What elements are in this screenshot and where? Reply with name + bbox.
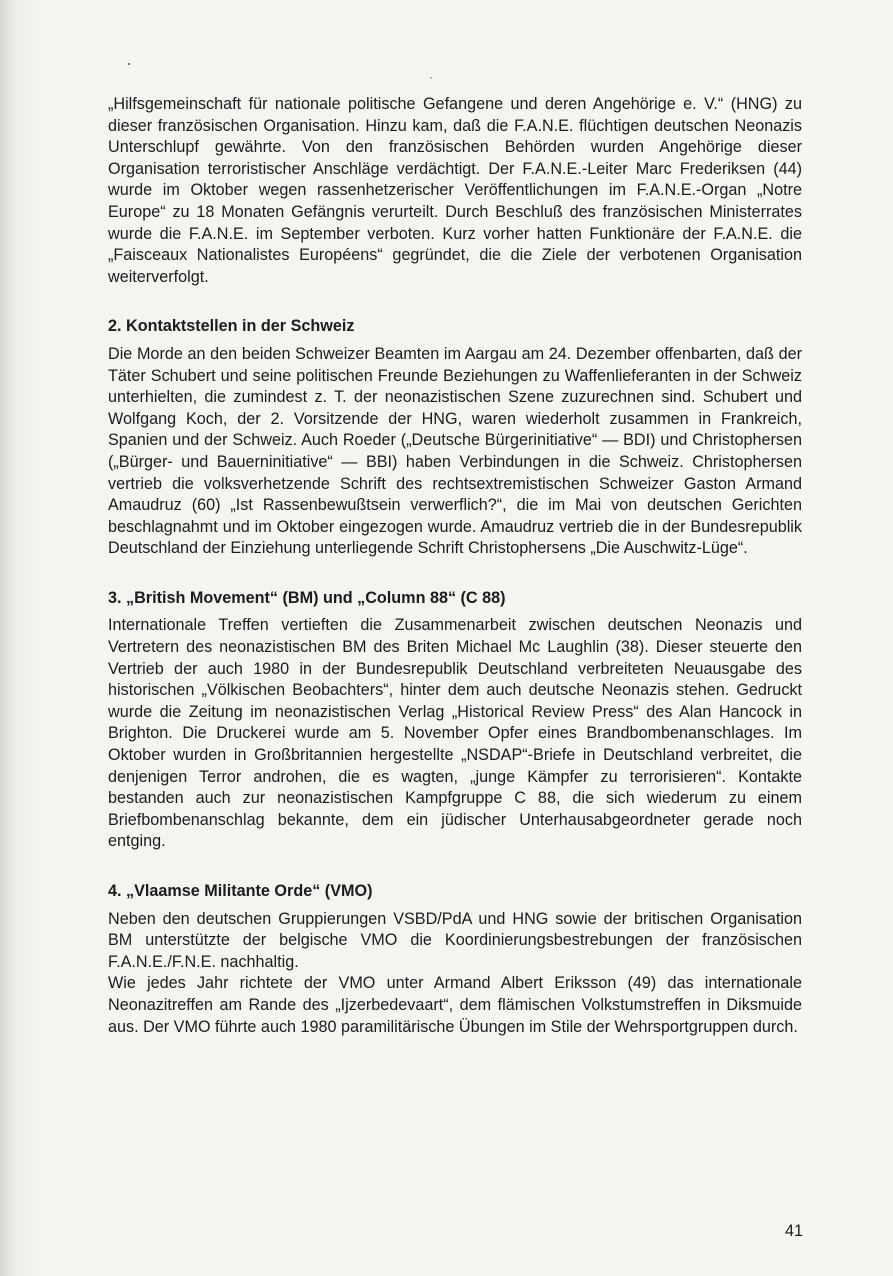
section-vmo	[108, 881, 802, 1038]
section-heading: 2. Kontaktstellen in der Schweiz	[108, 317, 355, 336]
page-number: 41	[784, 1222, 803, 1240]
page-content	[108, 94, 802, 1038]
intro-paragraph: „Hilfsgemeinschaft für nationale politische Gefangene und deren Angehörige e. V.“ (HNG) zu dieser französischen Organisation. Hinzu kam, daß die F.A.N.E. flüchtigen deutschen Neonazis Unterschlupf gewährte. Von den französischen Behörden wurden Angehörige dieser Organisation terroristischer Anschläge verdächtigt. Der F.A.N.E.-Leiter Marc Frederiksen (44) wurde im Oktober wegen rassenhetzerischer Veröffentlichungen im F.A.N.E.-Organ „Notre Europe“ zu 18 Monaten Gefängnis verurteilt. Durch Beschluß des französischen Ministerrates wurde die F.A.N.E. im September verboten. Kurz vorher hatten Funktionäre der F.A.N.E. die „Faisceaux Nationalistes Européens“ gegründet, die die Ziele der verbotenen Organisation weiterverfolgt.	[108, 95, 802, 286]
section-paragraph: Internationale Treffen vertieften die Zusammenarbeit zwischen deutschen Neonazis und Vertretern des neonazistischen BM des Briten Michael Mc Laughlin (38). Dieser steuerte den Vertrieb der auch 1980 in der Bundesrepublik Deutschland verbreiteten Neuausgabe des historischen „Völkischen Beobachters“, hinter dem auch deutsche Neonazis stehen. Gedruckt wurde die Zeitung im neonazistischen Verlag „Historical Review Press“ des Alan Hancock in Brighton. Die Druckerei wurde am 5. November Opfer eines Brandbombenanschlages. Im Oktober wurden in Großbritannien hergestellte „NSDAP“-Briefe in Deutschland verbreitet, die denjenigen Terror androhen, die es wagten, „junge Kämpfer zu terrorisieren“. Kontakte bestanden auch zur neonazistischen Kampfgruppe C 88, die sich wiederum zu einem Briefbombenanschlag bekannte, dem ein jüdischer Unterhausabgeordneter gerade noch entging.	[108, 616, 802, 851]
section-heading: 4. „Vlaamse Militante Orde“ (VMO)	[108, 882, 373, 900]
section-paragraph: Neben den deutschen Gruppierungen VSBD/PdA und HNG sowie der britischen Organisation BM unterstützte der belgische VMO die Koordinierungsbestrebungen der französischen F.A.N.E./F.N.E. nachhaltig.	[108, 909, 802, 971]
section-british-movement	[108, 588, 802, 853]
paper-speck	[430, 77, 432, 79]
section-paragraph: Wie jedes Jahr richtete der VMO unter Armand Albert Eriksson (49) das internationale Neonazitreffen am Rande des „Ijzerbedevaart“, dem flämischen Volkstumstreffen in Diksmuide aus. Der VMO führte auch 1980 paramilitärische Übungen im Stile der Wehrsportgruppen durch.	[108, 974, 802, 1036]
section-paragraph: Die Morde an den beiden Schweizer Beamten im Aargau am 24. Dezember offenbarten, daß der Täter Schubert und seine politischen Freunde Beziehungen zu Waffenlieferanten in der Schweiz unterhielten, die zumindest z. T. der neonazistischen Szene zuzurechnen sind. Schubert und Wolfgang Koch, der 2. Vorsitzende der HNG, waren wiederholt zusammen in Frankreich, Spanien und der Schweiz. Auch Roeder („Deutsche Bürgerinitiative“ — BDI) und Christophersen („Bürger- und Bauerninitiative“ — BBI) haben Verbindungen in die Schweiz. Christophersen vertrieb die volksverhetzende Schrift des rechtsextremistischen Schweizer Gaston Armand Amaudruz (60) „Ist Rassenbewußtsein verwerflich?“, die im Mai von deutschen Gerichten beschlagnahmt und im Oktober eingezogen wurde. Amaudruz vertrieb die in der Bundesrepublik Deutschland der Einziehung unterliegende Schrift Christophersens „Die Auschwitz-Lüge“.	[108, 344, 802, 558]
section-schweiz	[108, 316, 802, 560]
section-heading: 3. „British Movement“ (BM) und „Column 88“ (C 88)	[108, 588, 506, 607]
paper-speck	[128, 63, 130, 65]
